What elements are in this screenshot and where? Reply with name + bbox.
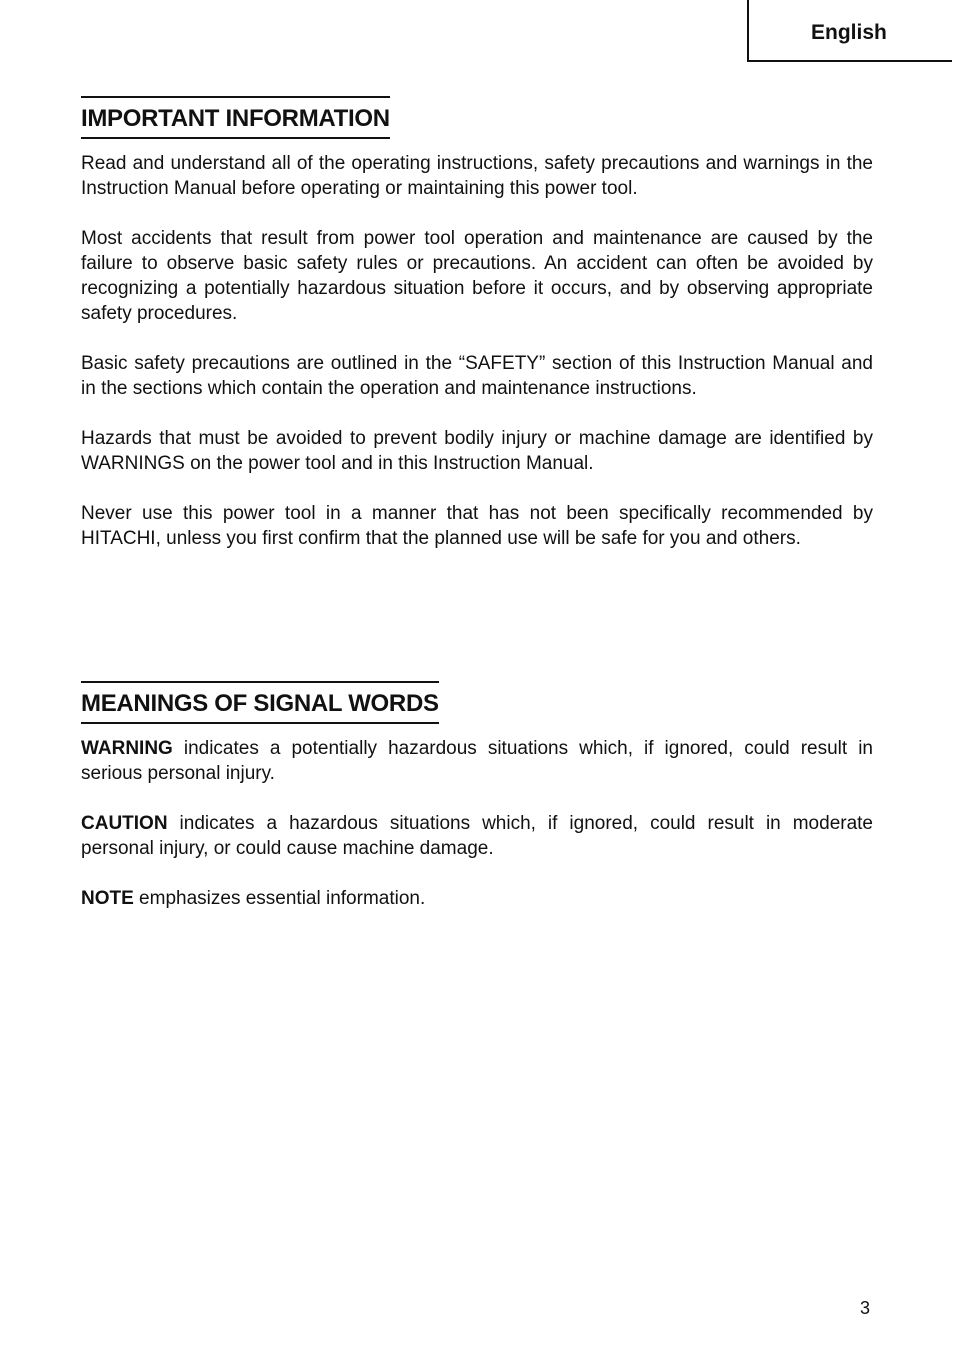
signal-word-caution-definition [81, 811, 873, 861]
signal-words-section [81, 681, 873, 911]
signal-word-warning-definition [81, 736, 873, 786]
important-info-paragraph: Most accidents that result from power tool operation and maintenance are caused by the failure to observe basic safety rules or precautions. An accident can often be avoided by recognizing a potentially hazardous situation before it occurs, and by observing appropriate safety procedures. [81, 228, 873, 324]
important-info-paragraph: Never use this power tool in a manner that has not been specifically recommended by HITACHI, unless you first confirm that the planned use will be safe for you and others. [81, 503, 873, 549]
signal-words-title: MEANINGS OF SIGNAL WORDS [81, 681, 439, 724]
important-info-paragraph: Hazards that must be avoided to prevent bodily injury or machine damage are identified by WARNINGS on the power tool and in this Instruction Manual. [81, 428, 873, 474]
signal-word-caution: CAUTION [81, 813, 168, 834]
signal-word-note-definition [81, 886, 873, 911]
signal-word-caution-text: indicates a hazardous situations which, if ignored, could result in moderate personal injury, or could cause machine damage. [81, 813, 873, 859]
important-information-section [81, 96, 873, 551]
page-number: 3 [860, 1298, 871, 1318]
important-information-title: IMPORTANT INFORMATION [81, 96, 390, 139]
language-label: English [811, 21, 887, 44]
signal-word-note: NOTE [81, 888, 134, 909]
important-info-paragraph: Read and understand all of the operating instructions, safety precautions and warnings in the Instruction Manual before operating or maintaining this power tool. [81, 153, 873, 199]
signal-word-note-text: emphasizes essential information. [133, 888, 426, 909]
important-info-paragraph: Basic safety precautions are outlined in the “SAFETY” section of this Instruction Manual and in the sections which contain the operation and maintenance instructions. [81, 353, 873, 399]
signal-word-warning: WARNING [81, 738, 173, 759]
language-tab [747, 0, 952, 62]
signal-word-warning-text: indicates a potentially hazardous situations which, if ignored, could result in serious personal injury. [81, 738, 873, 784]
